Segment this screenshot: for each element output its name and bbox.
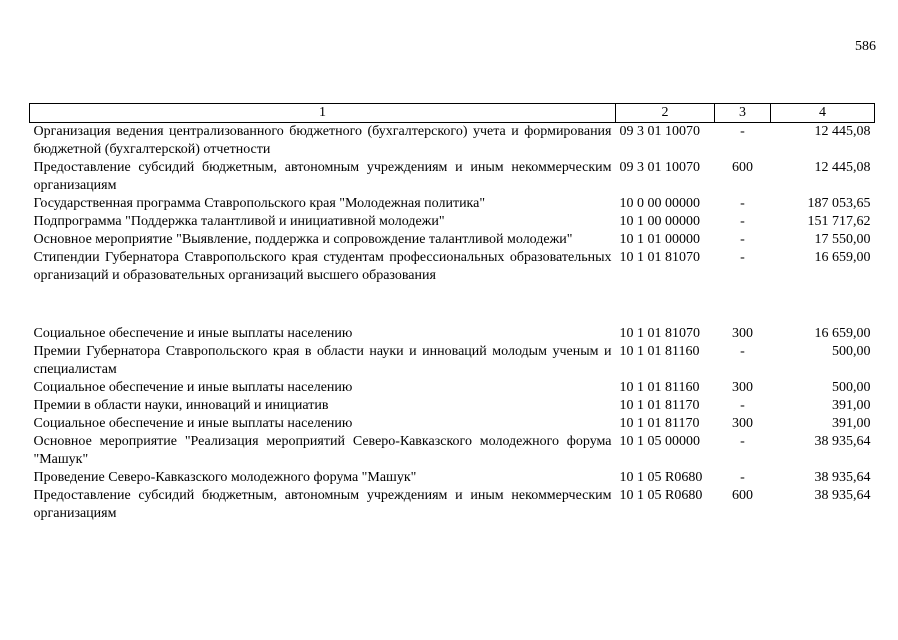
row-type: - bbox=[740, 434, 745, 449]
table-row bbox=[30, 343, 875, 379]
row-type: - bbox=[740, 250, 745, 265]
table-header bbox=[30, 104, 875, 123]
table-row bbox=[30, 213, 875, 231]
row-amount: 12 445,08 bbox=[814, 124, 871, 139]
row-amount: 391,00 bbox=[832, 416, 871, 431]
row-code: 10 1 01 81170 bbox=[619, 416, 700, 431]
row-name: Социальное обеспечение и иные выплаты населению bbox=[33, 416, 353, 431]
table-row bbox=[30, 249, 875, 285]
row-name: Социальное обеспечение и иные выплаты населению bbox=[33, 380, 353, 395]
row-amount: 16 659,00 bbox=[814, 326, 871, 341]
row-code: 10 0 00 00000 bbox=[619, 196, 700, 211]
row-code: 10 1 05 R0680 bbox=[619, 488, 703, 503]
row-type: - bbox=[740, 344, 745, 359]
row-amount: 500,00 bbox=[832, 344, 871, 359]
table-row bbox=[30, 397, 875, 415]
header-col-2: 2 bbox=[616, 104, 715, 123]
table-row bbox=[30, 159, 875, 195]
row-code: 10 1 01 81160 bbox=[619, 380, 700, 395]
header-col-3: 3 bbox=[715, 104, 771, 123]
budget-table bbox=[29, 103, 875, 523]
row-amount: 12 445,08 bbox=[814, 160, 871, 175]
row-type: - bbox=[740, 214, 745, 229]
row-name: Премии Губернатора Ставропольского края в области науки и инноваций молодым ученым и специалистам bbox=[33, 344, 612, 377]
table-row bbox=[30, 231, 875, 249]
row-code: 10 1 01 81160 bbox=[619, 344, 700, 359]
row-amount: 391,00 bbox=[832, 398, 871, 413]
row-spacer bbox=[30, 285, 875, 325]
row-amount: 17 550,00 bbox=[814, 232, 871, 247]
table-row bbox=[30, 487, 875, 523]
row-amount: 16 659,00 bbox=[814, 250, 871, 265]
row-amount: 38 935,64 bbox=[814, 470, 871, 485]
row-type: - bbox=[740, 470, 745, 485]
row-code: 10 1 05 R0680 bbox=[619, 470, 703, 485]
row-type: 600 bbox=[732, 488, 753, 503]
table-row bbox=[30, 469, 875, 487]
row-amount: 151 717,62 bbox=[807, 214, 871, 229]
row-name: Премии в области науки, инноваций и инициатив bbox=[33, 398, 329, 413]
row-name: Проведение Северо-Кавказского молодежного форума "Машук" bbox=[33, 470, 417, 485]
table-row bbox=[30, 415, 875, 433]
table-row bbox=[30, 123, 875, 160]
row-name: Предоставление субсидий бюджетным, автономным учреждениям и иным некоммерческим организациям bbox=[33, 488, 612, 521]
row-name: Предоставление субсидий бюджетным, автономным учреждениям и иным некоммерческим организациям bbox=[33, 160, 612, 193]
row-name: Организация ведения централизованного бюджетного (бухгалтерского) учета и формирования бюджетной (бухгалтерской) отчетности bbox=[33, 124, 612, 157]
row-type: 300 bbox=[732, 326, 753, 341]
row-code: 10 1 01 81070 bbox=[619, 326, 700, 341]
spacer-cell bbox=[30, 285, 875, 325]
header-col-1: 1 bbox=[30, 104, 616, 123]
row-code: 10 1 01 00000 bbox=[619, 232, 700, 247]
page-number: 586 bbox=[855, 39, 876, 54]
row-code: 10 1 01 81170 bbox=[619, 398, 700, 413]
row-amount: 38 935,64 bbox=[814, 434, 871, 449]
row-name: Подпрограмма "Поддержка талантливой и инициативной молодежи" bbox=[33, 214, 445, 229]
row-type: - bbox=[740, 398, 745, 413]
table-row bbox=[30, 379, 875, 397]
header-col-4: 4 bbox=[771, 104, 875, 123]
row-name: Основное мероприятие "Выявление, поддержка и сопровождение талантливой молодежи" bbox=[33, 232, 573, 247]
table-row bbox=[30, 195, 875, 213]
row-name: Основное мероприятие "Реализация мероприятий Северо-Кавказского молодежного форума "Машук" bbox=[33, 434, 612, 467]
row-code: 10 1 05 00000 bbox=[619, 434, 700, 449]
row-code: 09 3 01 10070 bbox=[619, 124, 700, 139]
header-row bbox=[30, 104, 875, 123]
row-type: - bbox=[740, 196, 745, 211]
row-type: 300 bbox=[732, 416, 753, 431]
row-code: 09 3 01 10070 bbox=[619, 160, 700, 175]
row-type: - bbox=[740, 232, 745, 247]
table-body bbox=[30, 123, 875, 524]
row-name: Государственная программа Ставропольского края "Молодежная политика" bbox=[33, 196, 486, 211]
row-code: 10 1 00 00000 bbox=[619, 214, 700, 229]
row-amount: 38 935,64 bbox=[814, 488, 871, 503]
row-type: 300 bbox=[732, 380, 753, 395]
row-code: 10 1 01 81070 bbox=[619, 250, 700, 265]
row-amount: 500,00 bbox=[832, 380, 871, 395]
row-amount: 187 053,65 bbox=[807, 196, 871, 211]
row-type: - bbox=[740, 124, 745, 139]
row-name: Стипендии Губернатора Ставропольского края студентам профессиональных образовательных организаций и образовательных организаций высшего образования bbox=[33, 250, 612, 283]
row-name: Социальное обеспечение и иные выплаты населению bbox=[33, 326, 353, 341]
row-type: 600 bbox=[732, 160, 753, 175]
table-row bbox=[30, 325, 875, 343]
table-row bbox=[30, 433, 875, 469]
